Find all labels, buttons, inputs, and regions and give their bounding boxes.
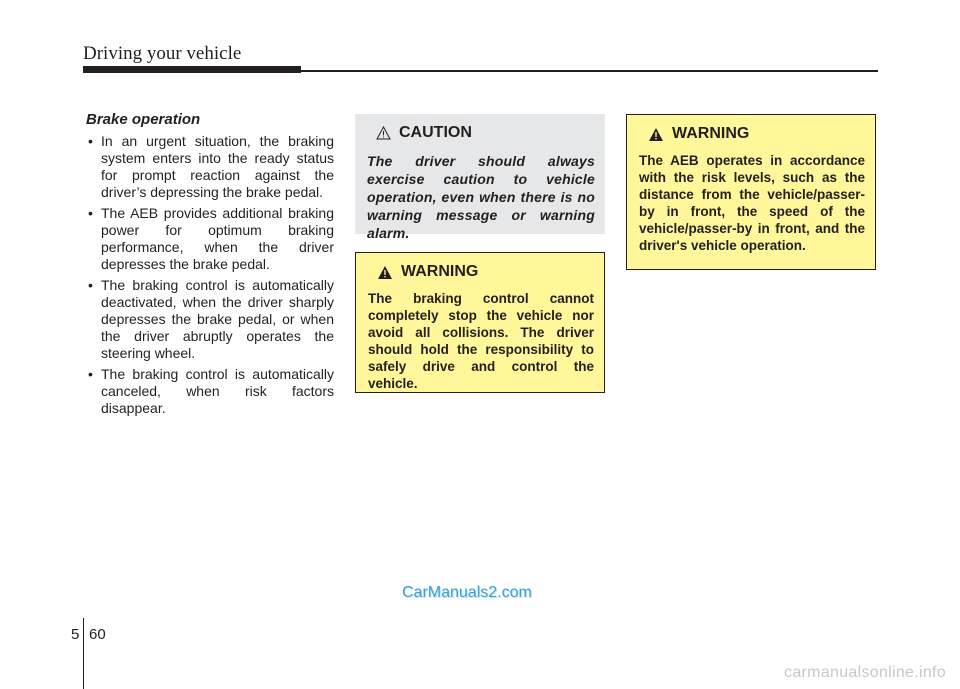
page-number: 60 bbox=[89, 626, 106, 643]
footer-watermark: carmanualsonline.info bbox=[784, 664, 946, 681]
warning-text: The braking control cannot completely stop the vehicle nor avoid all collisions. The driver should hold the responsibility to safely drive and control the vehicle. bbox=[368, 291, 594, 391]
bullet-list bbox=[86, 133, 334, 421]
bullet-item: • The AEB provides additional braking power for optimum braking performance, when the driver depresses the brake pedal. bbox=[86, 205, 334, 273]
bullet-item: • In an urgent situation, the braking system enters into the ready status for prompt reaction against the driver’s depressing the brake pedal. bbox=[86, 133, 334, 201]
footer-divider bbox=[83, 618, 84, 689]
warning-title: WARNING bbox=[401, 263, 479, 280]
warning-box-braking bbox=[355, 252, 605, 393]
bullet-item: • The braking control is automatically canceled, when risk factors disappear. bbox=[86, 366, 334, 417]
section-number: 5 bbox=[71, 626, 80, 643]
watermark-link[interactable]: CarManuals2.com bbox=[402, 584, 532, 601]
warning-title: WARNING bbox=[672, 125, 750, 142]
warning-box-aeb bbox=[626, 114, 876, 270]
warning-text: The AEB operates in accordance with the risk levels, such as the distance from the vehicle/passer-by in front, the speed of the vehicle/passer-by in front, and the driver's vehicle operation. bbox=[639, 153, 865, 253]
section-heading: Brake operation bbox=[86, 111, 201, 128]
caution-triangle-icon bbox=[376, 126, 391, 140]
caution-title: CAUTION bbox=[399, 124, 472, 141]
page-header-title: Driving your vehicle bbox=[83, 43, 242, 64]
caution-text: The driver should always exercise caution to vehicle operation, even when there is no warning message or warning alarm. bbox=[367, 153, 595, 241]
bullet-item: • The braking control is automatically deactivated, when the driver sharply depresses the brake pedal, or when the driver abruptly operates the steering wheel. bbox=[86, 277, 334, 362]
caution-box bbox=[355, 114, 605, 241]
warning-triangle-icon bbox=[377, 265, 393, 280]
header-bar bbox=[83, 66, 301, 73]
warning-triangle-icon bbox=[648, 127, 664, 142]
header-rule bbox=[301, 70, 878, 72]
